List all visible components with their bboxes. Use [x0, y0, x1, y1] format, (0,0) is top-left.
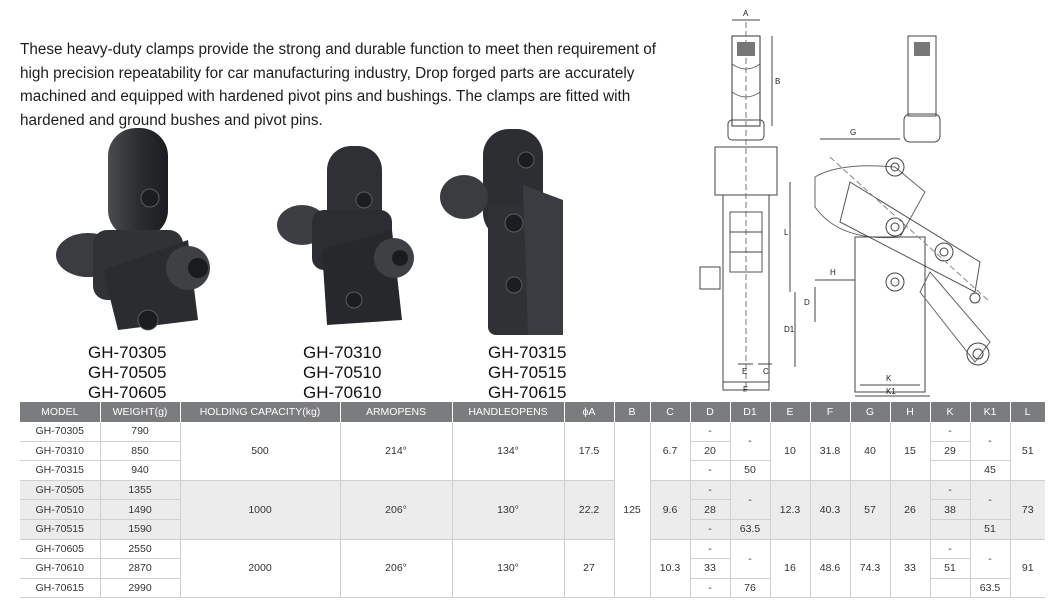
G-cell: 40 [850, 422, 890, 480]
dim-label-K: K [886, 374, 892, 383]
holding-capacity-cell: 2000 [180, 539, 340, 598]
armopens-cell: 206° [340, 480, 452, 539]
model-cell: GH-70615 [20, 578, 100, 598]
model-cell: GH-70510 [20, 500, 100, 520]
D-cell: 20 [690, 441, 730, 461]
col-header: D [690, 402, 730, 422]
K-cell: - [930, 422, 970, 441]
H-cell: 26 [890, 480, 930, 539]
handleopens-cell: 130° [452, 539, 564, 598]
model-cell: GH-70515 [20, 519, 100, 539]
D1-cell: - [730, 480, 770, 519]
model-cell: GH-70310 [20, 441, 100, 461]
D1-cell: - [730, 539, 770, 578]
G-cell: 74.3 [850, 539, 890, 598]
holding-capacity-cell: 500 [180, 422, 340, 480]
model-cell: GH-70605 [20, 539, 100, 559]
D1-cell: 76 [730, 578, 770, 598]
D1-cell: 63.5 [730, 519, 770, 539]
K-cell: 38 [930, 500, 970, 520]
K1-cell: 51 [970, 519, 1010, 539]
model-cell: GH-70610 [20, 559, 100, 579]
weight-cell: 790 [100, 422, 180, 441]
D-cell: - [690, 422, 730, 441]
model-group-1 [88, 343, 166, 403]
dim-label-D: D [804, 298, 810, 307]
K-cell [930, 519, 970, 539]
B-cell: 125 [614, 422, 650, 598]
model-label: GH-70615 [488, 383, 567, 402]
dim-label-H: H [830, 268, 836, 277]
F-cell: 31.8 [810, 422, 850, 480]
technical-drawing [690, 2, 1055, 400]
K-cell: - [930, 480, 970, 500]
model-label: GH-70505 [88, 363, 167, 382]
dim-label-L: L [784, 228, 789, 237]
handleopens-cell: 130° [452, 480, 564, 539]
C-cell: 6.7 [650, 422, 690, 480]
E-cell: 12.3 [770, 480, 810, 539]
D-cell: - [690, 539, 730, 559]
model-label: GH-70515 [488, 363, 567, 382]
H-cell: 15 [890, 422, 930, 480]
L-cell: 91 [1010, 539, 1045, 598]
F-cell: 48.6 [810, 539, 850, 598]
table-row [20, 422, 1045, 441]
col-header: K1 [970, 402, 1010, 422]
dim-label-C: C [763, 367, 769, 376]
K-cell: - [930, 539, 970, 559]
dim-label-B: B [775, 77, 781, 86]
clamp-photo-1 [48, 120, 218, 340]
table-row [20, 480, 1045, 500]
C-cell: 10.3 [650, 539, 690, 598]
D-cell: - [690, 480, 730, 500]
model-label: GH-70315 [488, 343, 567, 362]
model-cell: GH-70315 [20, 461, 100, 481]
E-cell: 10 [770, 422, 810, 480]
K1-cell: - [970, 480, 1010, 519]
H-cell: 33 [890, 539, 930, 598]
F-cell: 40.3 [810, 480, 850, 539]
col-header: F [810, 402, 850, 422]
col-header: L [1010, 402, 1045, 422]
model-label: GH-70610 [303, 383, 382, 402]
dim-label-E: E [742, 367, 748, 376]
model-group-2 [303, 343, 381, 403]
col-header: WEIGHT(g) [100, 402, 180, 422]
weight-cell: 2550 [100, 539, 180, 559]
armopens-cell: 214° [340, 422, 452, 480]
K1-cell: 63.5 [970, 578, 1010, 598]
dim-label-K1: K1 [886, 387, 896, 396]
L-cell: 51 [1010, 422, 1045, 480]
table-header-row [20, 402, 1045, 422]
D-cell: 33 [690, 559, 730, 579]
col-header: HOLDING CAPACITY(kg) [180, 402, 340, 422]
model-cell: GH-70505 [20, 480, 100, 500]
weight-cell: 850 [100, 441, 180, 461]
G-cell: 57 [850, 480, 890, 539]
D-cell: - [690, 519, 730, 539]
col-header: G [850, 402, 890, 422]
col-header: D1 [730, 402, 770, 422]
model-cell: GH-70305 [20, 422, 100, 441]
K-cell [930, 578, 970, 598]
table-row [20, 539, 1045, 559]
model-label: GH-70305 [88, 343, 167, 362]
dim-label-D1: D1 [784, 325, 795, 334]
model-group-3 [488, 343, 566, 403]
D-cell: 28 [690, 500, 730, 520]
col-header: MODEL [20, 402, 100, 422]
col-header: H [890, 402, 930, 422]
model-label: GH-70310 [303, 343, 382, 362]
E-cell: 16 [770, 539, 810, 598]
weight-cell: 2990 [100, 578, 180, 598]
col-header: ARMOPENS [340, 402, 452, 422]
col-header: C [650, 402, 690, 422]
holding-capacity-cell: 1000 [180, 480, 340, 539]
phiA-cell: 27 [564, 539, 614, 598]
D1-cell: 50 [730, 461, 770, 481]
phiA-cell: 22.2 [564, 480, 614, 539]
dim-label-G: G [850, 128, 857, 137]
K-cell [930, 461, 970, 481]
dim-label-A: A [743, 9, 749, 18]
weight-cell: 1590 [100, 519, 180, 539]
D-cell: - [690, 461, 730, 481]
C-cell: 9.6 [650, 480, 690, 539]
clamp-photo-3 [438, 125, 588, 340]
col-header: ϕA [564, 402, 614, 422]
phiA-cell: 17.5 [564, 422, 614, 480]
clamp-photo-2 [272, 140, 422, 330]
K-cell: 29 [930, 441, 970, 461]
weight-cell: 1490 [100, 500, 180, 520]
L-cell: 73 [1010, 480, 1045, 539]
K-cell: 51 [930, 559, 970, 579]
weight-cell: 1355 [100, 480, 180, 500]
dim-label-F: F [743, 385, 748, 394]
spec-table [20, 402, 1046, 598]
K1-cell: - [970, 539, 1010, 578]
D1-cell: - [730, 422, 770, 461]
weight-cell: 940 [100, 461, 180, 481]
K1-cell: 45 [970, 461, 1010, 481]
weight-cell: 2870 [100, 559, 180, 579]
K1-cell: - [970, 422, 1010, 461]
handleopens-cell: 134° [452, 422, 564, 480]
D-cell: - [690, 578, 730, 598]
col-header: K [930, 402, 970, 422]
intro-paragraph: These heavy-duty clamps provide the strong and durable function to meet then requirement of high precision repeatability for car manufacturing industry, Drop forged parts are accurately machined and equipped with hardened pivot pins and bushings. The clamps are fitted with hardened and ground bushes and pivot pins. [20, 41, 657, 129]
col-header: B [614, 402, 650, 422]
col-header: E [770, 402, 810, 422]
armopens-cell: 206° [340, 539, 452, 598]
model-label: GH-70510 [303, 363, 382, 382]
model-label: GH-70605 [88, 383, 167, 402]
col-header: HANDLEOPENS [452, 402, 564, 422]
